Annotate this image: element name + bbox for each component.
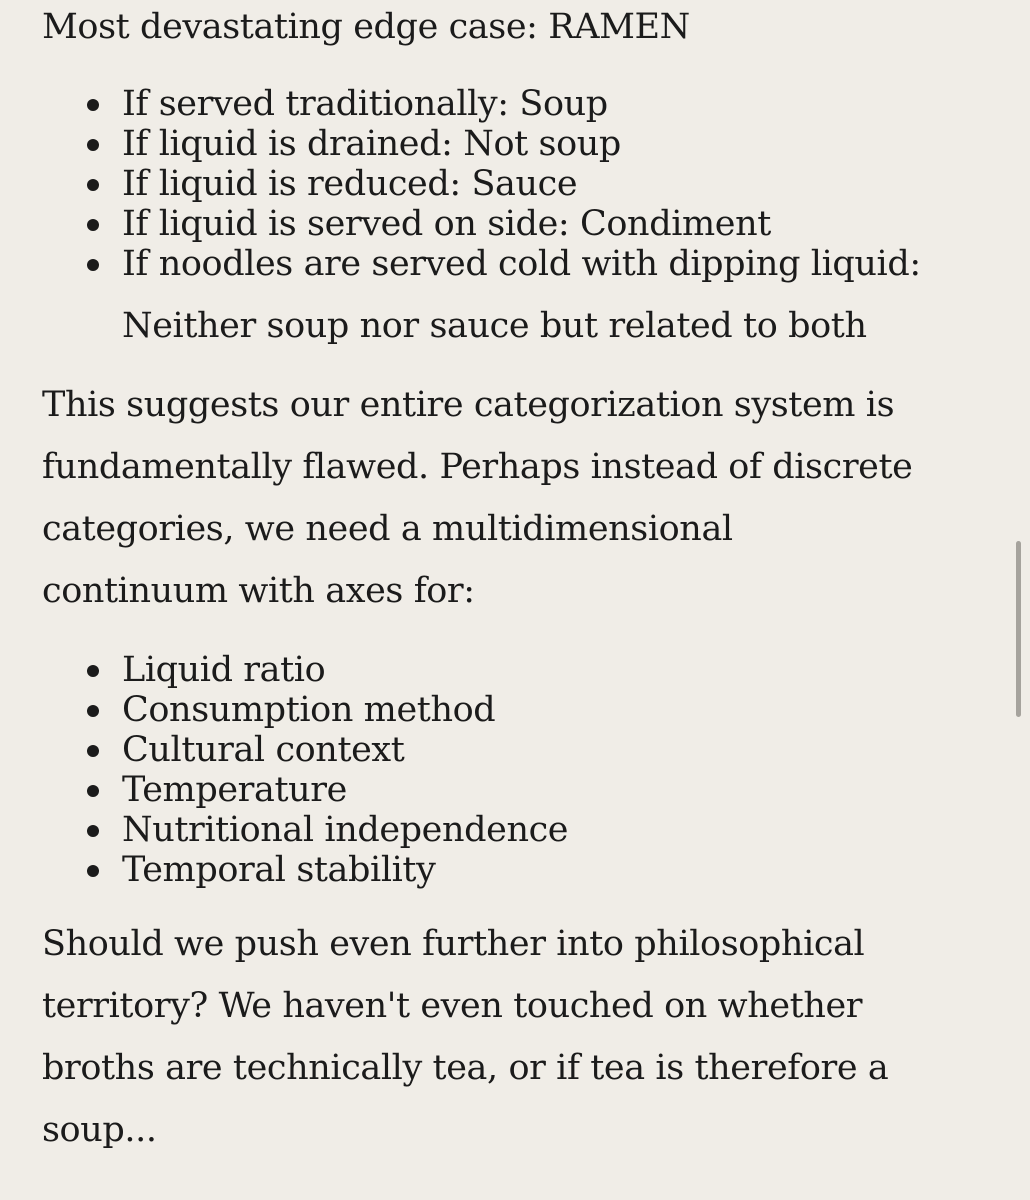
bullet-icon bbox=[87, 99, 99, 111]
continuum-paragraph: This suggests our entire categorization system is fundamentally flawed. Perhaps instead of discrete categories, we need a multidimensional continuum with axes for: bbox=[42, 385, 913, 611]
bullet-icon bbox=[87, 179, 99, 191]
list-item: If liquid is drained: Not soup bbox=[42, 124, 921, 164]
list-item: Cultural context bbox=[42, 730, 568, 770]
list-item: Liquid ratio bbox=[42, 650, 568, 690]
list-item: Consumption method bbox=[42, 690, 568, 730]
bullet-icon bbox=[87, 785, 99, 797]
list-item-continuation: Neither soup nor sauce but related to both bbox=[122, 306, 867, 346]
bullet-icon bbox=[87, 705, 99, 717]
list-item: If liquid is served on side: Condiment bbox=[42, 204, 921, 244]
bullet-icon bbox=[87, 745, 99, 757]
scrollbar-thumb[interactable] bbox=[1016, 541, 1021, 717]
bullet-icon bbox=[87, 219, 99, 231]
list-item: Temporal stability bbox=[42, 850, 568, 890]
list-item: Nutritional independence bbox=[42, 810, 568, 850]
bullet-icon bbox=[87, 865, 99, 877]
bullet-icon bbox=[87, 825, 99, 837]
bullet-icon bbox=[87, 259, 99, 271]
list-item: If served traditionally: Soup bbox=[42, 84, 921, 124]
edge-case-heading: Most devastating edge case: RAMEN bbox=[42, 7, 690, 47]
list-item: Temperature bbox=[42, 770, 568, 810]
final-paragraph: Should we push even further into philosophical territory? We haven't even touched on whether broths are technically tea, or if tea is therefore a soup... bbox=[42, 924, 889, 1150]
list-item: If liquid is reduced: Sauce bbox=[42, 164, 921, 204]
axes-list bbox=[42, 650, 568, 890]
bullet-icon bbox=[87, 139, 99, 151]
bullet-icon bbox=[87, 665, 99, 677]
ramen-cases-list bbox=[42, 84, 921, 346]
list-item: If noodles are served cold with dipping liquid: Neither soup nor sauce but related to both bbox=[42, 244, 921, 346]
